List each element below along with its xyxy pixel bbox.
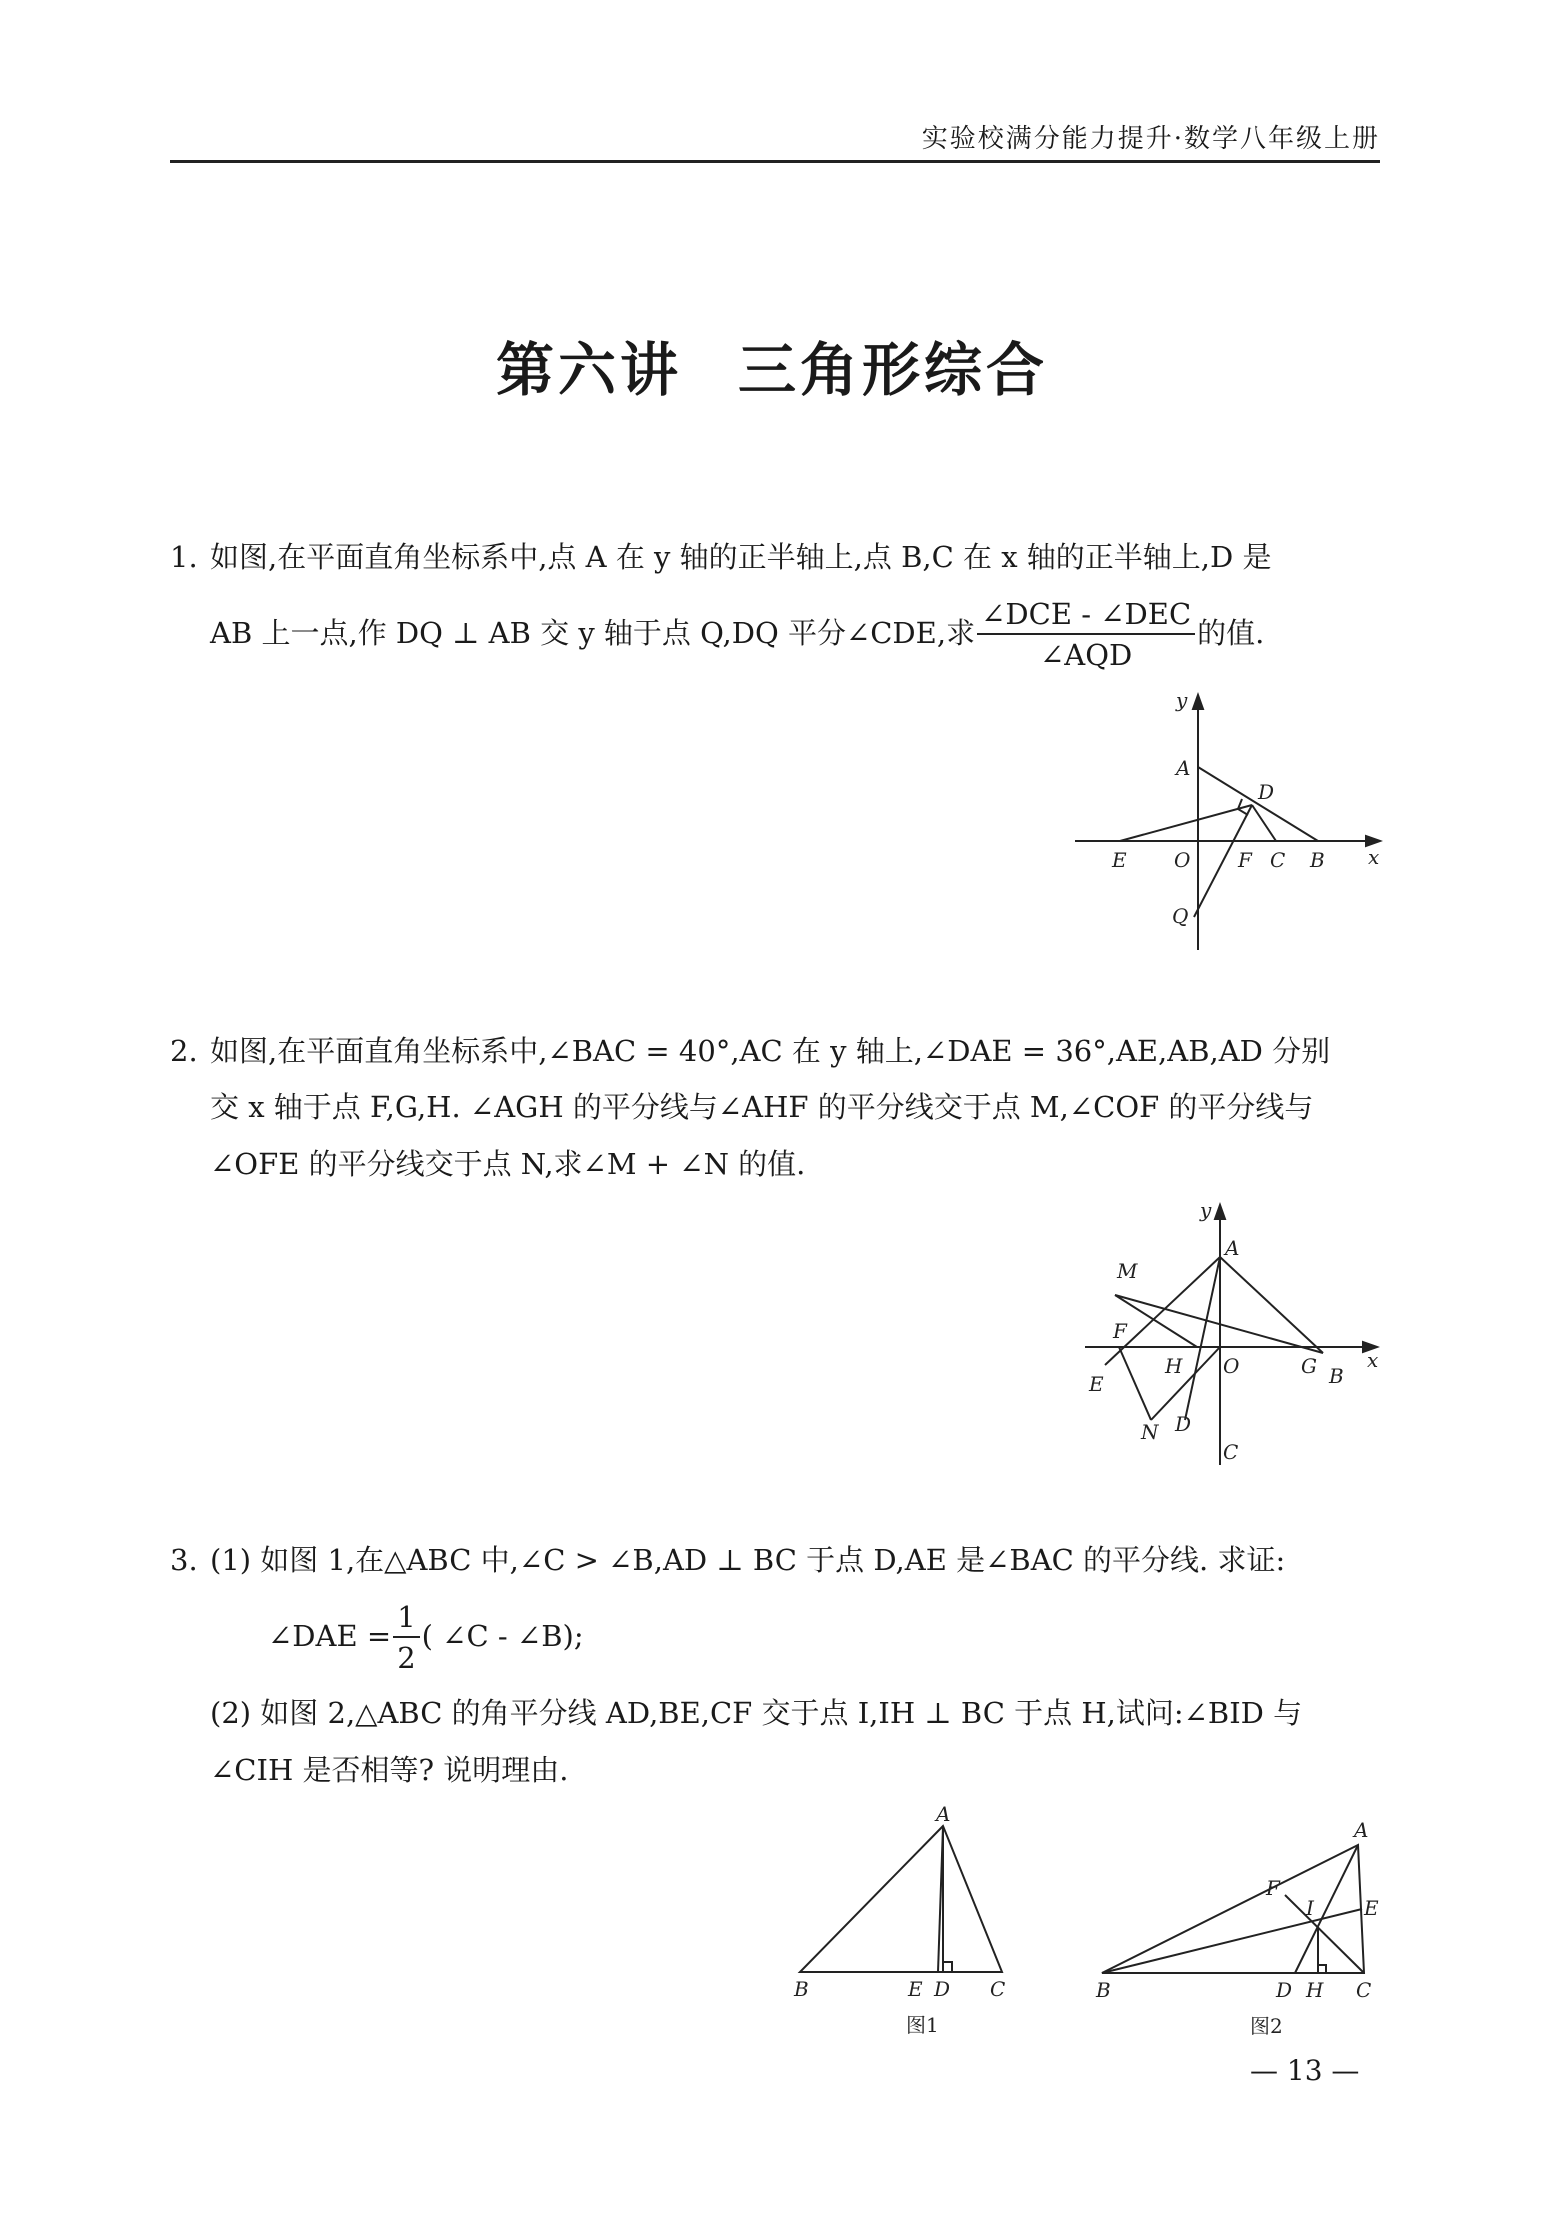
label-C: C <box>990 1977 1006 2001</box>
problem1-number: 1. <box>170 540 198 574</box>
label-F: F <box>1113 1319 1127 1343</box>
problem2-line3: ∠OFE 的平分线交于点 N,求∠M + ∠N 的值. <box>210 1147 806 1181</box>
label-O: O <box>1223 1354 1240 1378</box>
label-B: B <box>794 1977 809 2001</box>
problem2-line1: 如图,在平面直角坐标系中,∠BAC = 40°,AC 在 y 轴上,∠DAE = 36°,AE,AB,AD 分别 <box>210 1034 1331 1068</box>
problem3-part1-line1: (1) 如图 1,在△ABC 中,∠C > ∠B,AD ⊥ BC 于点 D,AE 是∠BAC 的平分线. 求证: <box>210 1543 1286 1577</box>
half-numerator: 1 <box>393 1603 419 1638</box>
label-F: F <box>1266 1876 1280 1900</box>
line-AD <box>1185 1257 1220 1420</box>
triangle-ABC <box>800 1826 1002 1972</box>
problem2-number: 2. <box>170 1034 198 1068</box>
label-C: C <box>1356 1978 1372 2002</box>
label-E: E <box>908 1977 923 2001</box>
problem3-part1-line2 <box>268 1600 584 1675</box>
label-x: x <box>1368 845 1380 869</box>
line-FN <box>1119 1347 1151 1420</box>
label-B: B <box>1096 1978 1111 2002</box>
label-E: E <box>1089 1372 1104 1396</box>
lecture-topic: 三角形综合 <box>738 336 1049 404</box>
label-B: B <box>1310 848 1325 872</box>
problem2-line2: 交 x 轴于点 F,G,H. ∠AGH 的平分线与∠AHF 的平分线交于点 M,∠COF 的平分线与 <box>210 1090 1314 1124</box>
problem1-line2-post: 的值. <box>1197 616 1265 650</box>
problem3-number: 3. <box>170 1543 198 1577</box>
label-E: E <box>1364 1896 1379 1920</box>
label-O: O <box>1174 848 1191 872</box>
label-A: A <box>1176 756 1191 780</box>
label-M: M <box>1117 1259 1138 1283</box>
label-B: B <box>1329 1364 1344 1388</box>
line-MH <box>1115 1295 1197 1347</box>
label-C: C <box>1270 848 1286 872</box>
triangle-ABC <box>1102 1845 1364 1973</box>
label-I: I <box>1306 1896 1314 1920</box>
label-G: G <box>1301 1354 1317 1378</box>
problem2-figure <box>1075 1195 1395 1475</box>
label-A: A <box>1354 1818 1369 1842</box>
fraction-numerator: ∠DCE - ∠DEC <box>977 600 1195 635</box>
problem3-figure2 <box>1090 1815 1390 2045</box>
segment-ED <box>1120 805 1252 841</box>
label-E: E <box>1112 848 1127 872</box>
bisector-CF <box>1285 1895 1364 1973</box>
half-denominator: 2 <box>397 1641 416 1675</box>
y-axis-arrow <box>1193 695 1203 709</box>
segment-AB <box>1198 767 1318 841</box>
right-angle-mark <box>1318 1965 1326 1973</box>
label-H: H <box>1165 1354 1183 1378</box>
part1-line2-post: ( ∠C - ∠B); <box>421 1619 584 1653</box>
label-D: D <box>1276 1978 1293 2002</box>
problem1-line2-pre: AB 上一点,作 DQ ⊥ AB 交 y 轴于点 Q,DQ 平分∠CDE,求 <box>210 616 976 650</box>
label-N: N <box>1141 1420 1159 1444</box>
label-y: y <box>1200 1198 1212 1222</box>
half-fraction <box>393 1600 419 1675</box>
label-D: D <box>1258 780 1275 804</box>
line-NO <box>1151 1347 1220 1420</box>
running-header: 实验校满分能力提升·数学八年级上册 <box>921 124 1380 154</box>
label-D: D <box>1175 1412 1192 1436</box>
problem3-part2-line1: (2) 如图 2,△ABC 的角平分线 AD,BE,CF 交于点 I,IH ⊥ BC 于点 H,试问:∠BID 与 <box>210 1696 1303 1730</box>
bisector-AD <box>1295 1845 1358 1973</box>
problem1-figure <box>1070 685 1390 955</box>
label-A: A <box>1225 1236 1240 1260</box>
segment-DC <box>1252 805 1276 841</box>
header-rule <box>170 160 1380 163</box>
lecture-number: 第六讲 <box>495 336 682 404</box>
problem3-part2-line2: ∠CIH 是否相等? 说明理由. <box>210 1753 569 1787</box>
lecture-title <box>0 323 1544 407</box>
label-H: H <box>1306 1978 1324 2002</box>
problem1-line2 <box>210 597 1265 672</box>
label-C: C <box>1223 1440 1239 1464</box>
problem1-line1: 如图,在平面直角坐标系中,点 A 在 y 轴的正半轴上,点 B,C 在 x 轴的正半轴上,D 是 <box>210 540 1272 574</box>
y-axis-arrow <box>1215 1205 1225 1219</box>
page-number: — 13 — <box>1250 2054 1360 2087</box>
problem3-figure1 <box>780 1800 1040 2040</box>
fraction-denominator: ∠AQD <box>1039 638 1133 672</box>
label-F: F <box>1238 848 1252 872</box>
label-x: x <box>1367 1348 1379 1372</box>
part1-line2-pre: ∠DAE = <box>268 1619 392 1653</box>
label-Q: Q <box>1172 904 1189 928</box>
figure2-caption: 图2 <box>1250 2014 1283 2038</box>
right-angle-mark <box>943 1962 952 1972</box>
bisector-BE <box>1102 1909 1362 1973</box>
label-y: y <box>1176 688 1188 712</box>
label-A: A <box>936 1802 951 1826</box>
problem1-fraction <box>977 597 1195 672</box>
figure1-caption: 图1 <box>906 2013 939 2037</box>
label-D: D <box>934 1977 951 2001</box>
